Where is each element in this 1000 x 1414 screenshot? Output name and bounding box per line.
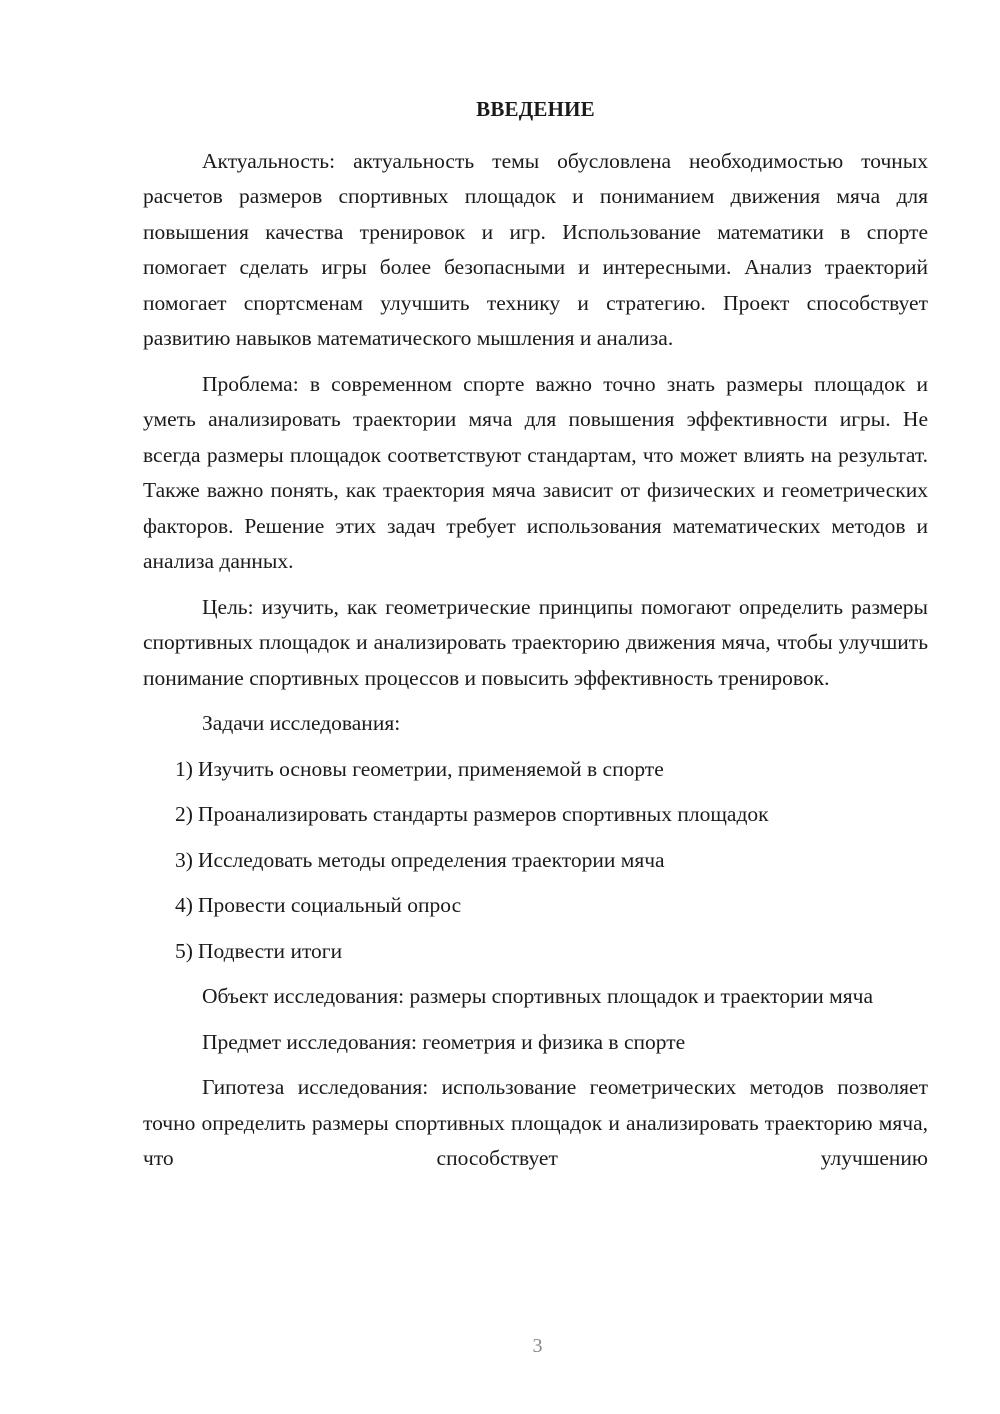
page-title: ВВЕДЕНИЕ xyxy=(476,97,595,121)
list-item xyxy=(143,797,928,833)
tasks-list xyxy=(143,752,928,970)
list-item-text: Проанализировать стандарты размеров спортивных площадок xyxy=(197,802,769,826)
list-item-number: 4) xyxy=(175,893,193,917)
list-item-text: Исследовать методы определения траектории мяча xyxy=(197,847,665,872)
list-item xyxy=(143,752,928,788)
list-item-text: Подвести итоги xyxy=(197,938,343,963)
list-item xyxy=(143,843,928,879)
list-item-number: 1) xyxy=(175,756,193,781)
document-page xyxy=(143,92,928,1177)
object-paragraph: Объект исследования: размеры спортивных площадок и траектории мяча xyxy=(202,984,874,1008)
hypothesis-paragraph: Гипотеза исследования: использование геометрических методов позволяет точно определить размеры спортивных площадок и анализировать траекторию мяча, что способствует улучшению xyxy=(143,1075,928,1170)
list-item-text: Изучить основы геометрии, применяемой в спорте xyxy=(197,756,664,781)
problem-paragraph: Проблема: в современном спорте важно точно знать размеры площадок и уметь анализировать траектории мяча для повышения эффективности игры. Не всегда размеры площадок соответствуют стандартам, что может влиять на результат. Также важно понять, как траектория мяча зависит от физических и геометрических факторов. Решение этих задач требует использования математических методов и анализа данных. xyxy=(143,371,928,573)
tasks-heading: Задачи исследования: xyxy=(202,711,401,735)
list-item-number: 2) xyxy=(175,802,193,826)
page-number: 3 xyxy=(532,1335,543,1357)
subject-paragraph: Предмет исследования: геометрия и физика в спорте xyxy=(202,1029,686,1054)
list-item-text: Провести социальный опрос xyxy=(197,893,462,917)
list-item xyxy=(143,934,928,970)
list-item-number: 5) xyxy=(175,938,193,963)
list-item-number: 3) xyxy=(175,847,193,872)
list-item xyxy=(143,888,928,924)
goal-paragraph: Цель: изучить, как геометрические принципы помогают определить размеры спортивных площадок и анализировать траекторию движения мяча, чтобы улучшить понимание спортивных процессов и повысить эффективность тренировок. xyxy=(143,594,928,690)
relevance-paragraph: Актуальность: актуальность темы обусловлена необходимостью точных расчетов размеров спортивных площадок и пониманием движения мяча для повышения качества тренировок и игр. Использование математики в спорте помогает сделать игры более безопасными и интересными. Анализ траекторий помогает спортсменам улучшить технику и стратегию. Проект способствует развитию навыков математического мышления и анализа. xyxy=(143,148,928,350)
